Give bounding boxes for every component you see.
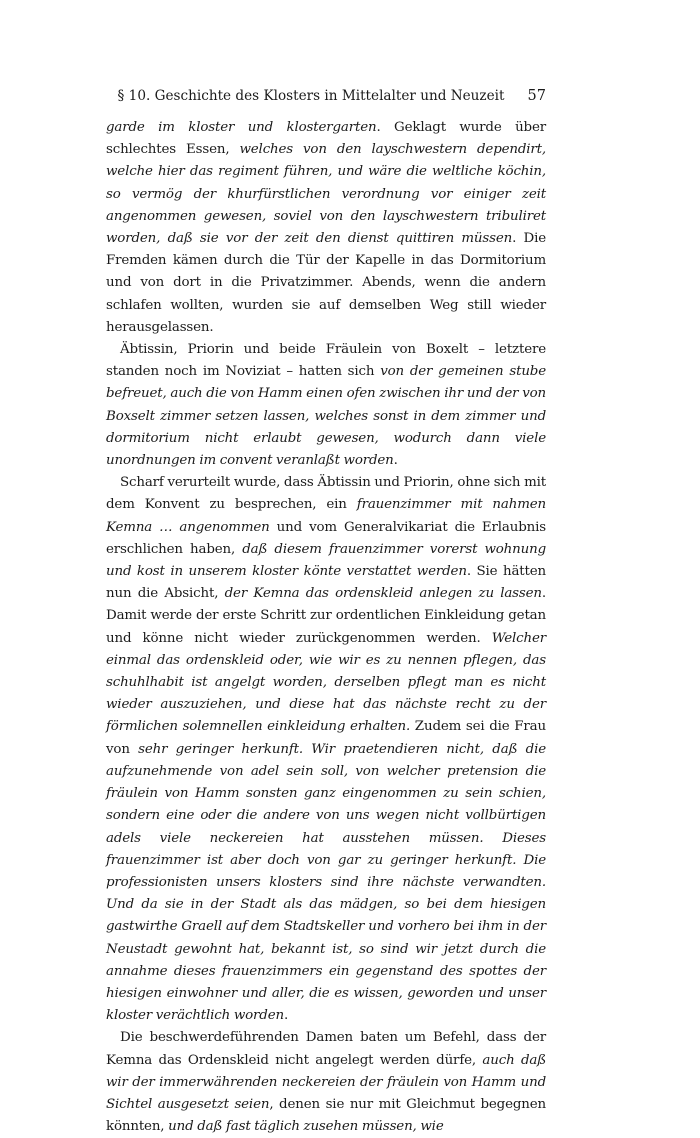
- running-header: [106, 84, 546, 108]
- body-text-segment: Scharf verurteilt wurde, dass Äbtissin und Priorin, ohne sich mit dem Konvent zu besprechen, ein: [106, 475, 546, 513]
- body-text-segment: Äbtissin, Priorin und beide Fräulein von Boxelt – letztere standen noch im Noviziat – hatten sich: [106, 342, 546, 380]
- paragraph: [106, 1027, 546, 1138]
- quoted-source-text: welches von den layschwestern dependirt, welche hier das regiment führen, und wäre die weltliche köchin, so vermög der khurfürstlichen verordnung vor einiger zeit angenommen gewesen, soviel von den layschwestern tribuliret worden, daß sie vor der zeit den dienst quittiren müssen: [106, 142, 547, 247]
- paragraph: [106, 339, 546, 472]
- page-number: 57: [527, 88, 546, 104]
- quoted-source-text: daß diesem frauenzimmer vorerst wohnung und kost in unserem kloster könte verstattet werden: [106, 541, 546, 580]
- quoted-source-text: der Kemna das ordenskleid anlegen zu lassen: [224, 586, 542, 602]
- body-text-segment: Zudem sei die Frau von: [106, 719, 546, 757]
- running-title: § 10. Geschichte des Klosters in Mittelalter und Neuzeit: [117, 88, 505, 104]
- quoted-source-text: und daß fast täglich zusehen müssen, wie: [168, 1119, 444, 1135]
- paragraph: [106, 472, 546, 1027]
- body-text-segment: .: [283, 1008, 289, 1024]
- quoted-source-text: Welcher einmal das ordenskleid oder, wie wir es zu nennen pflegen, das schuhlhabit ist angelgt worden, derselben pflegt man es nicht wieder auszuziehen, und diese hat das nächste recht zu der förmlichen solemnellen einkleidung erhalten.: [106, 630, 546, 735]
- body-text-segment: Die beschwerdeführenden Damen baten um Befehl, dass der Kemna das Ordenskleid nicht angelegt werden dürfe,: [106, 1030, 546, 1068]
- quoted-source-text: sehr geringer herkunft. Wir praetendieren nicht, daß die aufzunehmende von adel sein soll, von welcher pretension die fräulein von Hamm sonsten ganz eingenommen zu sein schien, sondern eine oder die andere von uns wegen nicht vollbürtigen adels viele neckereien hat ausstehen müssen. Dieses frauenzimmer ist aber doch von gar zu geringer herkunft. Die professionisten unsers klosters sind ihre nächste verwandten. Und da sie in der Stadt als das mädgen, so bei dem hiesigen gastwirthe Graell auf dem Stadtskeller und vorhero bei ihm in der Neustadt gewohnt hat, bekannt ist, so sind wir jetzt durch die annahme dieses frauenzimmers ein gegenstand des spottes der hiesigen einwohner und aller, die es wissen, geworden und unser kloster verächtlich worden: [106, 741, 546, 1024]
- quoted-source-text: garde im kloster und klostergarten: [106, 120, 377, 135]
- body-text-segment: .: [393, 453, 398, 469]
- body-text-segment: und vom Generalvikariat die Erlaubnis erschlichen haben,: [106, 519, 546, 557]
- paragraph: [106, 117, 546, 339]
- body-text-segment: . Die Fremden kämen durch die Tür der Kapelle in das Dormitorium und von dort in die Privatzimmer. Abends, wenn die andern schlafen wollten, wurden sie auf demselben Weg still wieder herausgelassen.: [106, 231, 547, 335]
- body-text-segment: . Damit werde der erste Schritt zur ordentlichen Einkleidung getan und könne nicht wieder zurückgenommen werden.: [106, 586, 546, 646]
- quoted-source-text: frauenzimmer mit nahmen Kemna … angenommen: [106, 497, 546, 535]
- body-text-segment: . Geklagt wurde über schlechtes Essen,: [106, 120, 546, 158]
- body-text-segment: , denen sie nur mit Gleichmut begegnen könnten,: [106, 1096, 546, 1135]
- body-text: [106, 117, 546, 1138]
- quoted-source-text: auch daß wir der immerwährenden neckereien der fräulein von Hamm und Sichtel ausgesetzt seien: [106, 1052, 546, 1112]
- quoted-source-text: von der gemeinen stube befreuet, auch die von Hamm einen ofen zwischen ihr und der von Boxselt zimmer setzen lassen, welches sonst in dem zimmer und dormitorium nicht erlaubt gewesen, wodurch dann viele unordnungen im convent veranlaßt worden: [106, 364, 546, 469]
- body-text-segment: . Sie hätten nun die Absicht,: [106, 564, 546, 602]
